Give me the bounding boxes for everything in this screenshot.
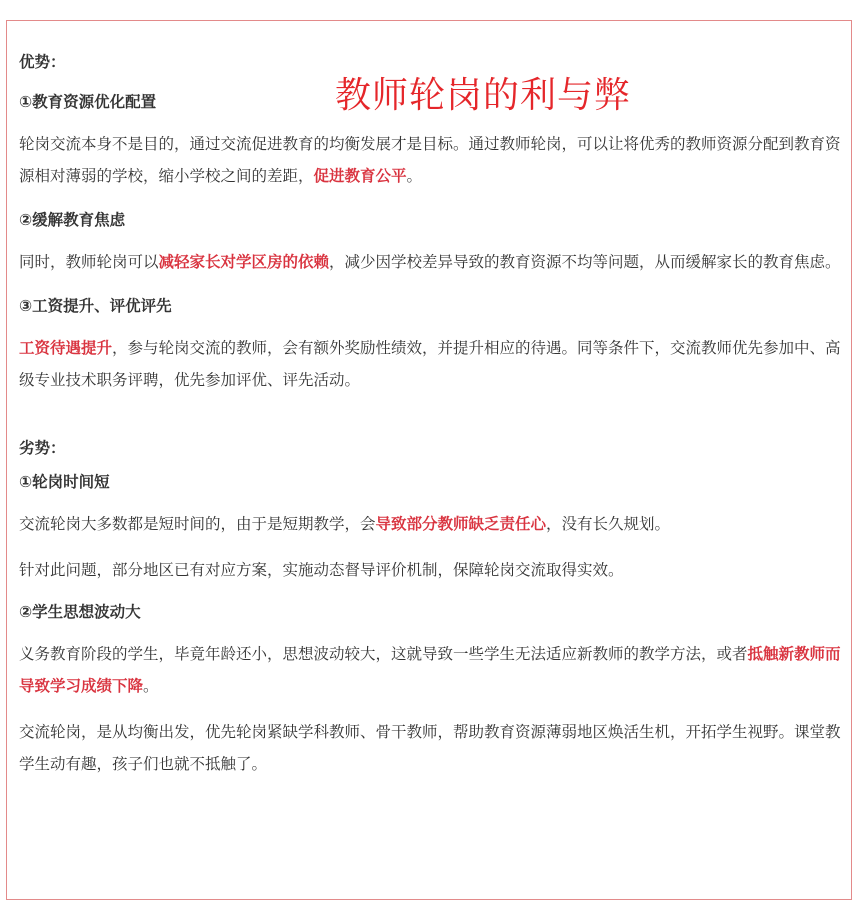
disadvantage-1-text-end: ，没有长久规划。 bbox=[546, 515, 671, 533]
advantage-2-text: 同时，教师轮岗可以 bbox=[19, 253, 159, 271]
article-content bbox=[19, 50, 841, 780]
disadvantage-1-highlight: 导致部分教师缺乏责任心 bbox=[375, 515, 547, 533]
disadvantage-2-paragraph bbox=[19, 638, 841, 702]
advantage-1-text-end: 。 bbox=[406, 167, 423, 185]
advantage-3-heading: ③工资提升、评优评先 bbox=[19, 297, 172, 315]
advantage-2-heading: ②缓解教育焦虑 bbox=[19, 211, 126, 229]
advantage-1-heading: ①教育资源优化配置 bbox=[19, 93, 157, 111]
disadvantage-1-heading: ①轮岗时间短 bbox=[19, 473, 110, 491]
disadvantage-2-heading: ②学生思想波动大 bbox=[19, 603, 141, 621]
disadvantage-1-extra-paragraph: 针对此问题，部分地区已有对应方案，实施动态督导评价机制，保障轮岗交流取得实效。 bbox=[19, 561, 624, 579]
disadvantage-2-text-end: 。 bbox=[143, 677, 159, 695]
disadvantage-1-text: 交流轮岗大多数都是短时间的，由于是短期教学，会 bbox=[19, 515, 376, 533]
advantage-1-highlight: 促进教育公平 bbox=[313, 167, 407, 185]
advantage-3-text-end: ，参与轮岗交流的教师，会有额外奖励性绩效，并提升相应的待遇。同等条件下，交流教师优先参加中、高级专业技术职务评聘，优先参加评优、评先活动。 bbox=[19, 339, 841, 389]
disadvantage-2-text: 义务教育阶段的学生，毕竟年龄还小，思想波动较大，这就导致一些学生无法适应新教师的教学方法，或者 bbox=[19, 645, 748, 663]
advantage-3-paragraph bbox=[19, 332, 841, 396]
advantage-2-text-end: ，减少因学校差异导致的教育资源不均等问题，从而缓解家长的教育焦虑。 bbox=[329, 253, 841, 271]
disadvantage-2-highlight: 抵触新教师而导致学习成绩下降 bbox=[19, 645, 841, 695]
disadvantage-1-paragraph bbox=[19, 508, 841, 540]
advantage-2-paragraph bbox=[19, 246, 841, 278]
advantage-2-highlight: 减轻家长对学区房的依赖 bbox=[158, 253, 330, 271]
article-title: 教师轮岗的利与弊 bbox=[335, 75, 632, 116]
advantage-1-paragraph bbox=[19, 128, 841, 192]
advantage-1-text: 轮岗交流本身不是目的，通过交流促进教育的均衡发展才是目标。通过教师轮岗，可以让将优秀的教师资源分配到教育资源相对薄弱的学校，缩小学校之间的差距， bbox=[19, 135, 841, 185]
disadvantage-2-extra-paragraph: 交流轮岗，是从均衡出发，优先轮岗紧缺学科教师、骨干教师，帮助教育资源薄弱地区焕活生机，开拓学生视野。课堂教学生动有趣，孩子们也就不抵触了。 bbox=[19, 723, 841, 773]
disadvantages-heading: 劣势： bbox=[19, 439, 66, 457]
advantage-3-highlight: 工资待遇提升 bbox=[19, 339, 113, 357]
advantages-heading: 优势： bbox=[19, 53, 66, 71]
